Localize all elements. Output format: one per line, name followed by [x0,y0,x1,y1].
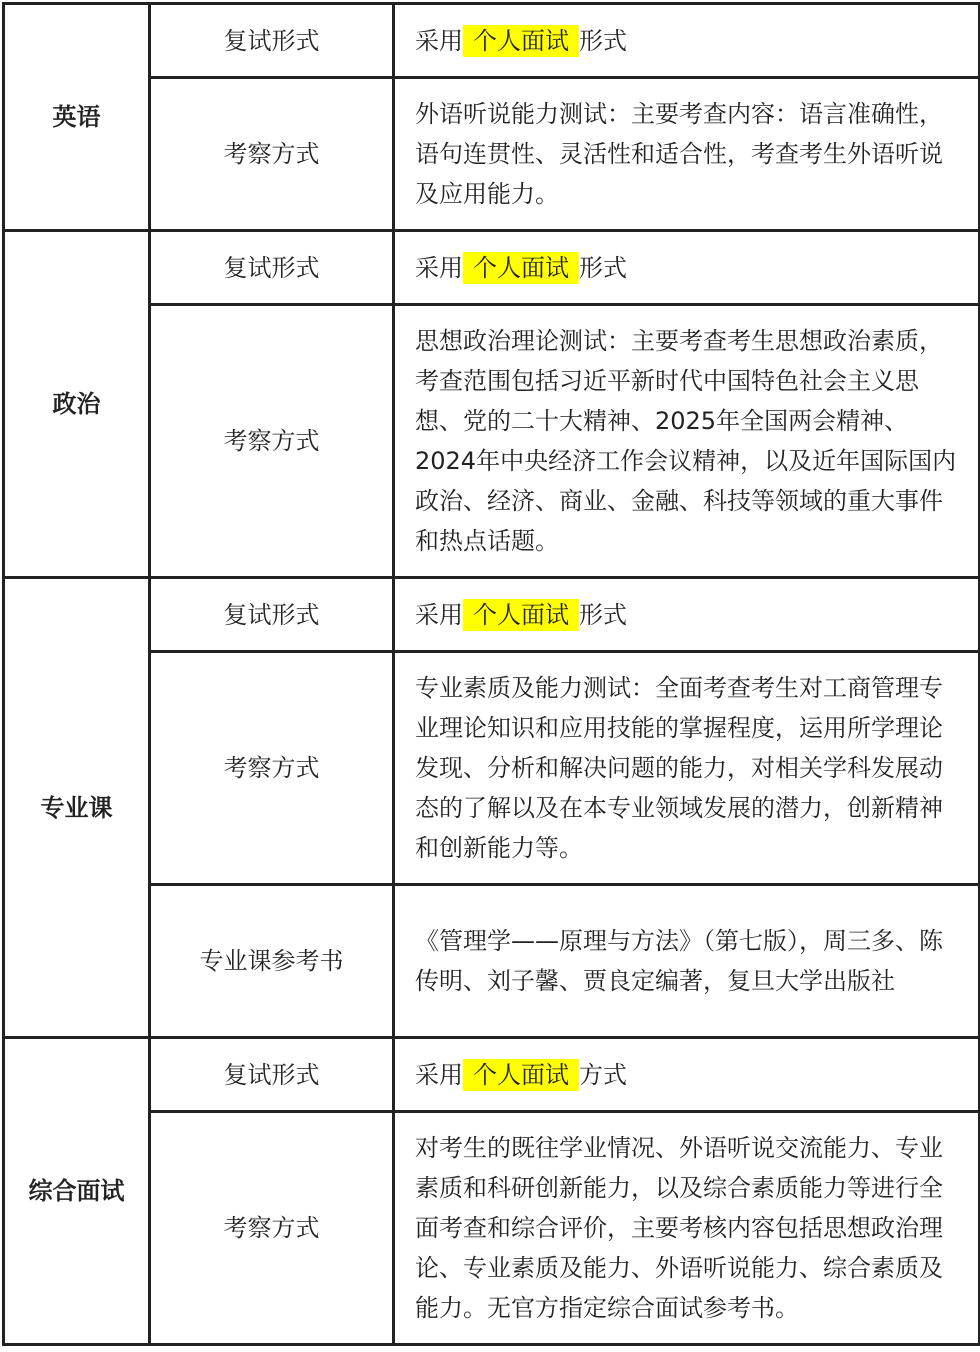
item-label: 考察方式 [150,78,394,231]
highlighted-text: 个人面试 [463,25,579,57]
content-text: 对考生的既往学业情况、外语听说交流能力、专业素质和科研创新能力，以及综合素质能力等进行全面考查和综合评价，主要考核内容包括思想政治理论、专业素质及能力、外语听说能力、综合素质及能力。无官方指定综合面试参考书。 [394,1112,980,1345]
table-row [4,652,980,885]
item-label: 复试形式 [150,578,394,652]
subject-cell: 英语 [4,4,150,231]
item-label: 复试形式 [150,1038,394,1112]
format-suffix: 形式 [579,26,627,55]
subject-cell: 政治 [4,231,150,578]
content-text: 外语听说能力测试：主要考查内容：语言准确性，语句连贯性、灵活性和适合性，考查考生外语听说及应用能力。 [394,78,980,231]
item-label: 考察方式 [150,652,394,885]
format-cell [394,4,980,78]
highlighted-text: 个人面试 [463,1059,579,1091]
item-label: 考察方式 [150,1112,394,1345]
table-row [4,4,980,78]
format-prefix: 采用 [415,600,463,629]
table-row [4,578,980,652]
table-row [4,885,980,1038]
item-label: 专业课参考书 [150,885,394,1038]
table-row [4,231,980,305]
format-prefix: 采用 [415,26,463,55]
format-suffix: 方式 [579,1060,627,1089]
item-label: 复试形式 [150,4,394,78]
content-text: 思想政治理论测试：主要考查考生思想政治素质，考查范围包括习近平新时代中国特色社会主义思想、党的二十大精神、2025年全国两会精神、2024年中央经济工作会议精神，以及近年国际国内政治、经济、商业、金融、科技等领域的重大事件和热点话题。 [394,305,980,578]
format-prefix: 采用 [415,253,463,282]
table-row [4,305,980,578]
format-cell [394,1038,980,1112]
subject-cell: 综合面试 [4,1038,150,1345]
table-row [4,78,980,231]
format-suffix: 形式 [579,600,627,629]
table-row [4,1112,980,1345]
content-text: 《管理学——原理与方法》（第七版），周三多、陈传明、刘子馨、贾良定编著，复旦大学出版社 [394,885,980,1038]
table-row [4,1038,980,1112]
format-cell [394,578,980,652]
content-text: 专业素质及能力测试：全面考查考生对工商管理专业理论知识和应用技能的掌握程度，运用所学理论发现、分析和解决问题的能力，对相关学科发展动态的了解以及在本专业领域发展的潜力，创新精神和创新能力等。 [394,652,980,885]
format-cell [394,231,980,305]
item-label: 复试形式 [150,231,394,305]
subject-cell: 专业课 [4,578,150,1038]
format-prefix: 采用 [415,1060,463,1089]
format-suffix: 形式 [579,253,627,282]
item-label: 考察方式 [150,305,394,578]
highlighted-text: 个人面试 [463,599,579,631]
exam-requirements-table [2,2,980,1346]
highlighted-text: 个人面试 [463,252,579,284]
